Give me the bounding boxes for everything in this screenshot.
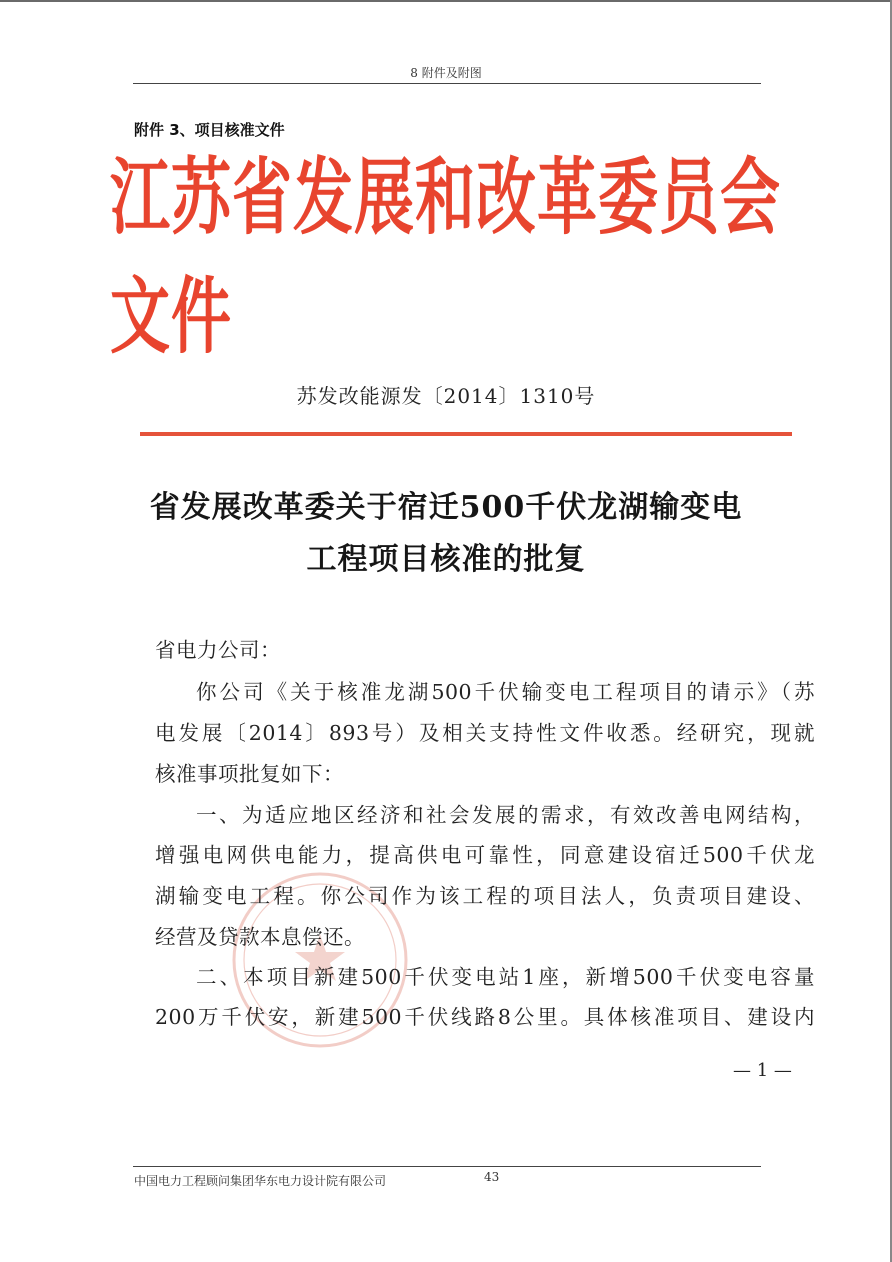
body-line: 核准事项批复如下： bbox=[155, 762, 344, 786]
title-line-1: 省发展改革委关于宿迁500千伏龙湖输变电 bbox=[149, 490, 743, 525]
letterhead bbox=[110, 150, 810, 366]
document-number: 苏发改能源发〔2014〕1310号 bbox=[296, 384, 596, 408]
header-rule bbox=[133, 83, 761, 84]
body-line: 经营及贷款本息偿还。 bbox=[155, 925, 365, 949]
title-line-2: 工程项目核准的批复 bbox=[306, 542, 586, 577]
body-line: 二、本项目新建500千伏变电站1座，新增500千伏变电容量 bbox=[196, 965, 815, 989]
red-divider-rule bbox=[140, 432, 792, 436]
footer-rule bbox=[133, 1166, 761, 1167]
running-header: 8 附件及附图 bbox=[410, 66, 482, 80]
body-line: 增强电网供电能力，提高供电可靠性，同意建设宿迁500千伏龙 bbox=[155, 843, 815, 867]
body-line: 电发展〔2014〕893号）及相关支持性文件收悉。经研究，现就 bbox=[155, 721, 815, 745]
attachment-label: 附件 3、项目核准文件 bbox=[134, 121, 285, 139]
footer-page-number: 43 bbox=[484, 1170, 500, 1184]
footer-company: 中国电力工程顾问集团华东电力设计院有限公司 bbox=[134, 1174, 387, 1188]
addressee: 省电力公司： bbox=[155, 638, 281, 662]
page-top-border bbox=[0, 0, 892, 2]
body-line: 你公司《关于核准龙湖500千伏输变电工程项目的请示》（苏 bbox=[196, 680, 815, 704]
body-line: 200万千伏安，新建500千伏线路8公里。具体核准项目、建设内 bbox=[155, 1005, 815, 1029]
body-line: 一、为适应地区经济和社会发展的需求，有效改善电网结构， bbox=[196, 803, 815, 827]
body-line: 湖输变电工程。你公司作为该工程的项目法人，负责项目建设、 bbox=[155, 884, 815, 908]
inner-page-marker: — 1 — bbox=[733, 1060, 792, 1081]
letterhead-text: 江苏省发展和改革委员会文件 bbox=[110, 150, 781, 366]
